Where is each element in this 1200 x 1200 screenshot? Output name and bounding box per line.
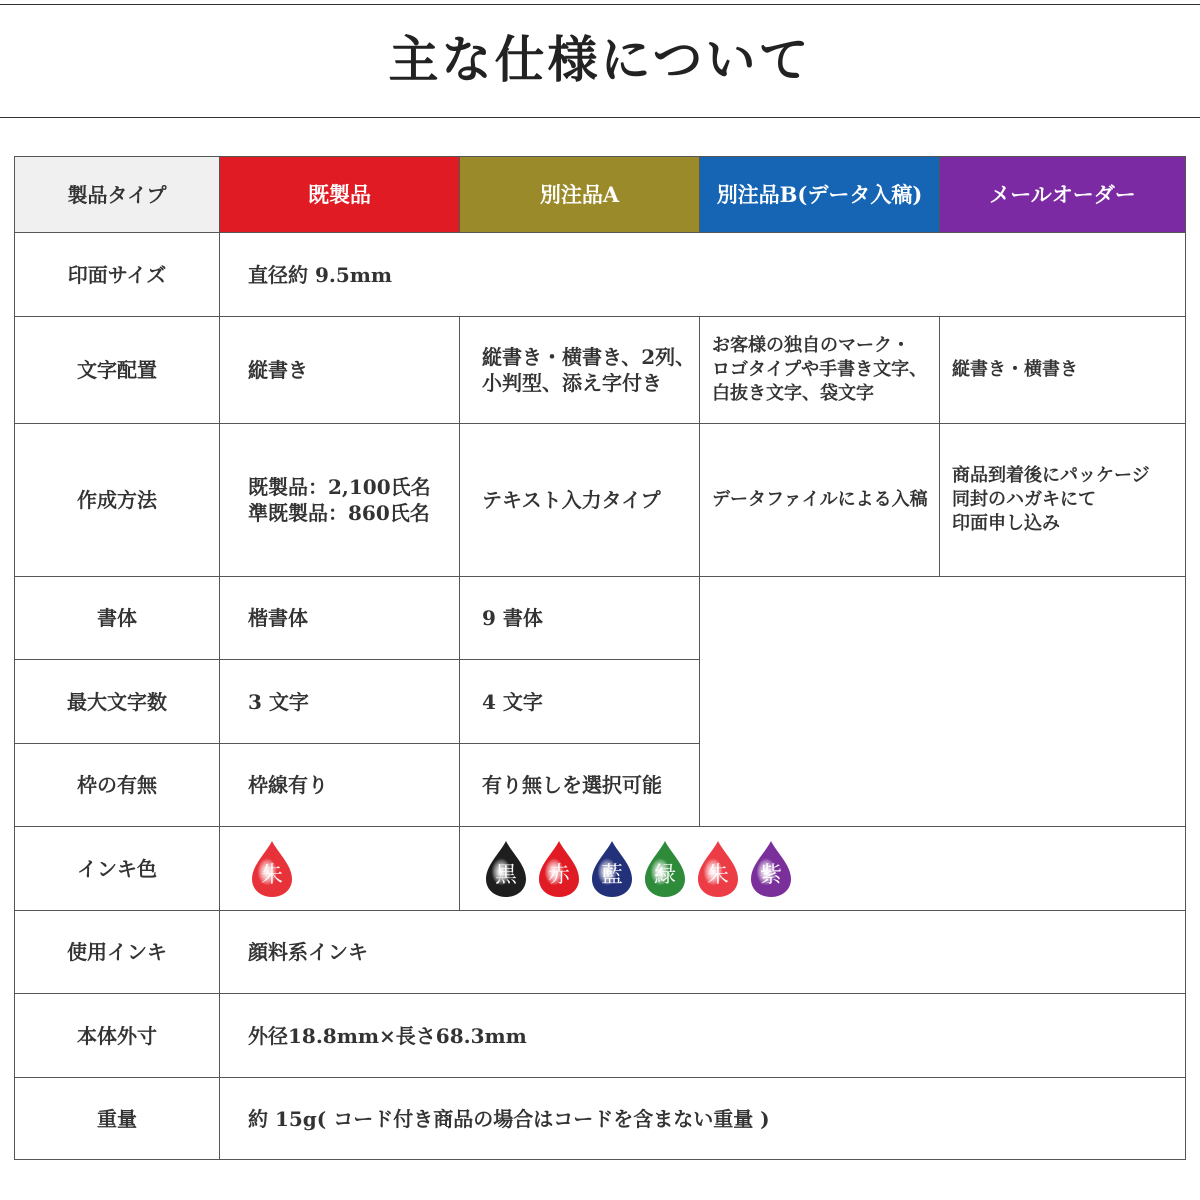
ink-drop-label: 紫 [759,862,782,888]
typeface-ready-made: 楷書体 [220,577,460,660]
top-rule [0,4,1200,5]
ink-drop-icon [747,839,795,899]
empty-area [700,577,1186,827]
row-label: 最大文字数 [15,660,220,744]
method-ready-made: 既製品：2,100氏名 準既製品：860氏名 [220,424,460,577]
layout-ready-made: 縦書き [220,317,460,424]
typeface-custom-a: 9 書体 [460,577,700,660]
max-chars-custom-a: 4 文字 [460,660,700,744]
frame-ready-made: 枠線有り [220,744,460,827]
row-dimensions [15,994,1186,1078]
dimensions-value: 外径18.8mm×長さ68.3mm [220,994,1186,1078]
ink-drop-label: 黒 [494,862,517,888]
header-col-custom-b: 別注品B(データ入稿) [700,157,940,233]
row-label: インキ色 [15,827,220,911]
ink-drop-icon [694,839,742,899]
weight-value: 約 15g( コード付き商品の場合はコードを含まない重量 ) [220,1078,1186,1160]
header-col-mail-order: メールオーダー [940,157,1186,233]
method-custom-a: テキスト入力タイプ [460,424,700,577]
spec-table [14,156,1186,1160]
ink-drop-list [248,839,459,899]
ink-drop-label: 赤 [547,862,570,888]
header-col-ready-made: 既製品 [220,157,460,233]
row-label: 印面サイズ [15,233,220,317]
page-title: 主な仕様について [388,30,812,89]
row-text-layout [15,317,1186,424]
row-creation-method [15,424,1186,577]
header-row [15,157,1186,233]
ink-color-custom [460,827,1186,911]
row-label: 枠の有無 [15,744,220,827]
layout-custom-b: お客様の独自のマーク・ ロゴタイプや手書き文字、 白抜き文字、袋文字 [700,317,940,424]
ink-drop-icon [482,839,530,899]
row-label: 本体外寸 [15,994,220,1078]
ink-drop-icon [641,839,689,899]
method-custom-b: データファイルによる入稿 [700,424,940,577]
ink-color-ready-made [220,827,460,911]
method-mail-order: 商品到着後にパッケージ 同封のハガキにて 印面申し込み [940,424,1186,577]
title-underline [0,117,1200,118]
frame-custom-a: 有り無しを選択可能 [460,744,700,827]
row-typeface [15,577,1186,660]
ink-drop-list [482,839,1185,899]
ink-drop-label: 藍 [600,862,623,888]
layout-custom-a: 縦書き・横書き、2列、 小判型、添え字付き [460,317,700,424]
max-chars-ready-made: 3 文字 [220,660,460,744]
row-label: 重量 [15,1078,220,1160]
ink-type-value: 顔料系インキ [220,911,1186,994]
row-label: 書体 [15,577,220,660]
ink-drop-label: 朱 [706,862,729,888]
stamp-size-value: 直径約 9.5mm [220,233,1186,317]
row-ink-type [15,911,1186,994]
ink-drop-label: 緑 [653,862,676,888]
row-stamp-size [15,233,1186,317]
row-ink-color [15,827,1186,911]
row-label: 作成方法 [15,424,220,577]
ink-drop-icon [535,839,583,899]
header-label: 製品タイプ [15,157,220,233]
row-weight [15,1078,1186,1160]
ink-drop-icon [248,839,296,899]
header-col-custom-a: 別注品A [460,157,700,233]
layout-mail-order: 縦書き・横書き [940,317,1186,424]
ink-drop-icon [588,839,636,899]
row-label: 使用インキ [15,911,220,994]
row-label: 文字配置 [15,317,220,424]
ink-drop-label: 朱 [260,862,283,888]
